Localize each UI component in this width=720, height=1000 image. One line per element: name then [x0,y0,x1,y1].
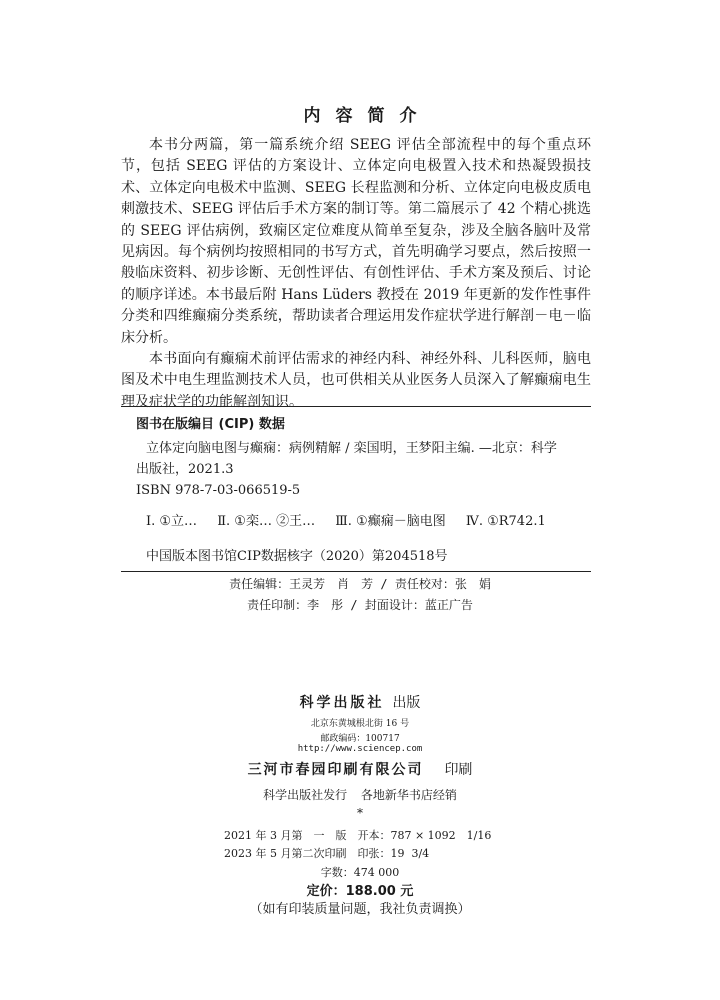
production-credits: 责任印制：李 彤 / 封面设计：蓝正广告 [247,598,473,612]
cip-record [136,438,596,501]
summary-paragraph-1: 本书分两篇，第一篇系统介绍 SEEG 评估全部流程中的每个重点环节，包括 SEEG 评估的方案设计、立体定向电极置入技术和热凝毁损技术、立体定向电极术中监测、SEEG 长程监测和分析、立体定向电极皮质电刺激技术、SEEG 评估后手术方案的制订等。第二篇展示了 42 个精心挑选的 SEEG 评估病例，致痫区定位难度从简单至复杂，涉及全脑各脑叶及常见病因。每个病例均按照相同的书写方式，首先明确学习要点，然后按照一般临床资料、初步诊断、无创性评估、有创性评估、手术方案及预后、讨论的顺序详述。本书最后附 Hans Lüders 教授在 2019 年更新的发作性事件分类和四维癫痫分类系统，帮助读者合理运用发作症状学进行解剖－电－临床分析。 [121,137,591,346]
printer-name: 三河市春园印刷有限公司 [247,762,424,778]
publisher-line [0,692,720,712]
publisher-address: 北京东黄城根北街 16 号 [310,719,410,729]
price: 定价：188.00 元 [306,884,414,899]
summary-paragraph-2: 本书面向有癫痫术前评估需求的神经内科、神经外科、儿科医师，脑电图及术中电生理监测技术人员，也可供相关从业医务人员深入了解癫痫电生理及症状学的功能解剖知识。 [121,351,591,410]
cip-title-line: 立体定向脑电图与癫痫：病例精解 / 栾国明，王梦阳主编. —北京：科学 [146,441,557,456]
cip-class-4: Ⅳ. ①R742.1 [465,514,546,529]
editor-credits: 责任编辑：王灵芳 肖 芳 / 责任校对：张 娟 [229,577,491,591]
retailer: 各地新华书店经销 [360,788,457,802]
distribution-line [0,786,720,803]
summary-text [121,135,591,413]
cip-publisher-line: 出版社，2021.3 [136,462,234,477]
quality-notice: （如有印装质量问题，我社负责调换） [249,902,471,917]
cip-class-1: Ⅰ. ①立… [146,514,198,529]
word-count: 字数：474 000 [320,866,400,879]
cip-class-3: Ⅲ. ①癫痫－脑电图 [335,514,446,529]
publisher-url: http://www.sciencep.com [297,744,423,754]
separator-star: * [357,806,363,820]
distributor: 科学出版社发行 [263,788,348,802]
cip-data-block [121,406,591,572]
printer-suffix: 印刷 [444,762,473,778]
cip-classification [146,510,562,529]
printer-line [0,759,720,779]
cip-class-2: Ⅱ. ①栾… ②王… [217,514,316,529]
publisher-name: 科学出版社 [299,695,385,711]
edition-line-2: 2023 年 5 月第二次印刷 印张：19 3/4 [224,847,430,860]
publisher-suffix: 出版 [392,695,421,711]
cip-isbn: ISBN 978-7-03-066519-5 [136,483,301,498]
publisher-postcode: 邮政编码：100717 [320,734,400,744]
cip-code: 中国版本图书馆CIP数据核字（2020）第204518号 [146,549,448,564]
summary-title: 内容简介 [303,106,432,126]
edition-line-1: 2021 年 3 月第 一 版 开本：787 × 1092 1/16 [224,829,492,842]
cip-heading: 图书在版编目 (CIP) 数据 [136,417,285,432]
